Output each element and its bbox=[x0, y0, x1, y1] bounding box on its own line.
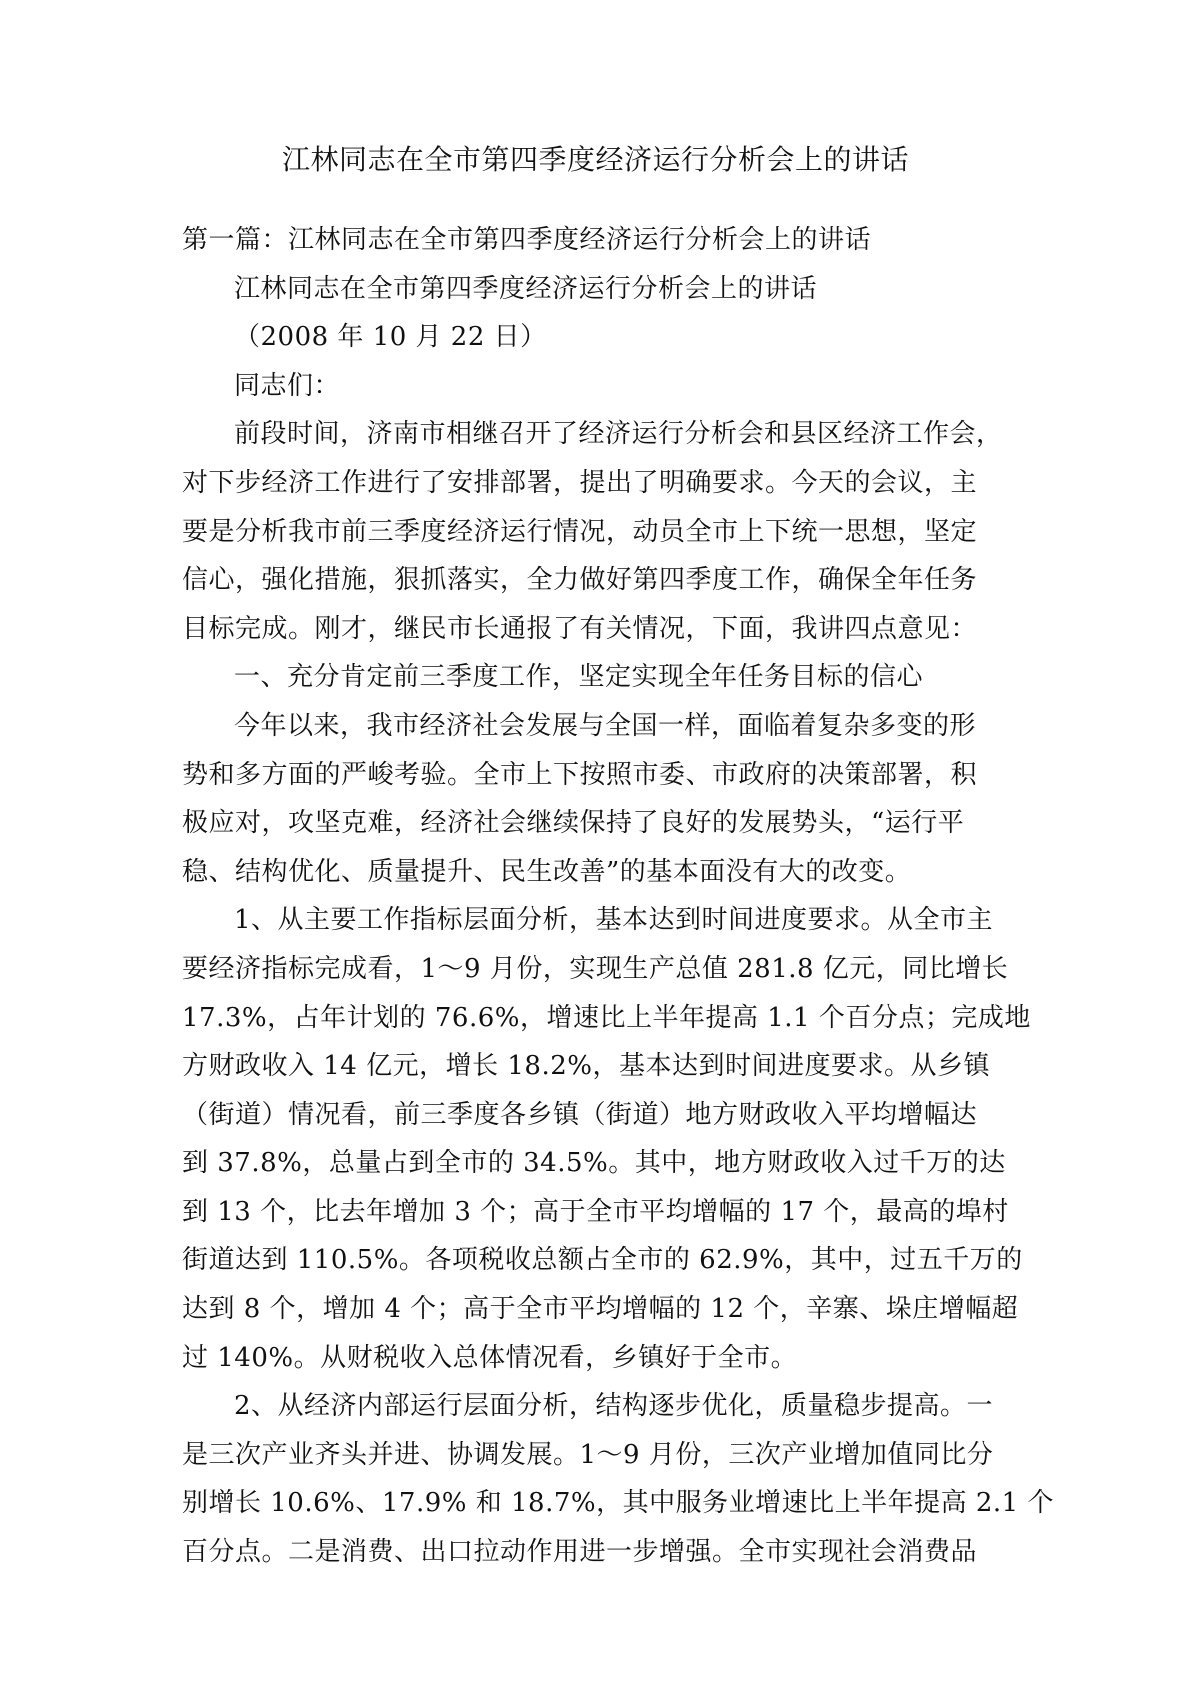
paragraph-line: 势和多方面的严峻考验。全市上下按照市委、市政府的决策部署，积 bbox=[182, 759, 978, 790]
paragraph-line: 别增长 10.6%、17.9% 和 18.7%，其中服务业增速比上半年提高 2.1 个 bbox=[182, 1488, 1054, 1519]
paragraph-line: 今年以来，我市经济社会发展与全国一样，面临着复杂多变的形 bbox=[234, 710, 977, 741]
document-body bbox=[182, 216, 1054, 1577]
paragraph-line: 到 13 个，比去年增加 3 个；高于全市平均增幅的 17 个，最高的埠村 bbox=[182, 1196, 1009, 1227]
paragraph-line: 过 140%。从财税收入总体情况看，乡镇好于全市。 bbox=[182, 1342, 798, 1373]
paragraph-line: 目标完成。刚才，继民市长通报了有关情况，下面，我讲四点意见： bbox=[182, 613, 978, 644]
paragraph-line: 百分点。二是消费、出口拉动作用进一步增强。全市实现社会消费品 bbox=[182, 1537, 978, 1568]
paragraph-line: 方财政收入 14 亿元，增长 18.2%，基本达到时间进度要求。从乡镇 bbox=[182, 1051, 990, 1082]
chapter-heading: 第一篇：江林同志在全市第四季度经济运行分析会上的讲话 bbox=[182, 225, 872, 255]
speech-title: 江林同志在全市第四季度经济运行分析会上的讲话 bbox=[234, 273, 818, 304]
paragraph-line: 2、从经济内部运行层面分析，结构逐步优化，质量稳步提高。一 bbox=[234, 1391, 994, 1422]
paragraph-line: 稳、结构优化、质量提升、民生改善”的基本面没有大的改变。 bbox=[182, 856, 912, 887]
paragraph-line: 达到 8 个，增加 4 个；高于全市平均增幅的 12 个，辛寨、垛庄增幅超 bbox=[182, 1294, 1019, 1325]
paragraph-line: 到 37.8%，总量占到全市的 34.5%。其中，地方财政收入过千万的达 bbox=[182, 1148, 1006, 1179]
paragraph-line: 信心，强化措施，狠抓落实，全力做好第四季度工作，确保全年任务 bbox=[182, 565, 978, 596]
paragraph-line: 是三次产业齐头并进、协调发展。1～9 月份，三次产业增加值同比分 bbox=[182, 1439, 994, 1470]
paragraph-line: 1、从主要工作指标层面分析，基本达到时间进度要求。从全市主 bbox=[234, 905, 994, 936]
document-title: 江林同志在全市第四季度经济运行分析会上的讲话 bbox=[281, 143, 909, 176]
salutation: 同志们： bbox=[234, 370, 341, 401]
paragraph-line: 要经济指标完成看，1～9 月份，实现生产总值 281.8 亿元，同比增长 bbox=[182, 953, 1009, 984]
speech-date: （2008 年 10 月 22 日） bbox=[234, 322, 547, 353]
paragraph-line: 极应对，攻坚克难，经济社会继续保持了良好的发展势头，“运行平 bbox=[182, 808, 965, 839]
paragraph-line: 前段时间，济南市相继召开了经济运行分析会和县区经济工作会， bbox=[234, 419, 1003, 450]
paragraph-line: 要是分析我市前三季度经济运行情况，动员全市上下统一思想，坚定 bbox=[182, 516, 978, 547]
paragraph-line: 17.3%，占年计划的 76.6%，增速比上半年提高 1.1 个百分点；完成地 bbox=[182, 1002, 1031, 1033]
section-heading: 一、充分肯定前三季度工作，坚定实现全年任务目标的信心 bbox=[234, 662, 924, 693]
paragraph-line: （街道）情况看，前三季度各乡镇（街道）地方财政收入平均增幅达 bbox=[182, 1099, 978, 1130]
paragraph-line: 街道达到 110.5%。各项税收总额占全市的 62.9%，其中，过五千万的 bbox=[182, 1245, 1023, 1276]
paragraph-line: 对下步经济工作进行了安排部署，提出了明确要求。今天的会议，主 bbox=[182, 467, 978, 498]
